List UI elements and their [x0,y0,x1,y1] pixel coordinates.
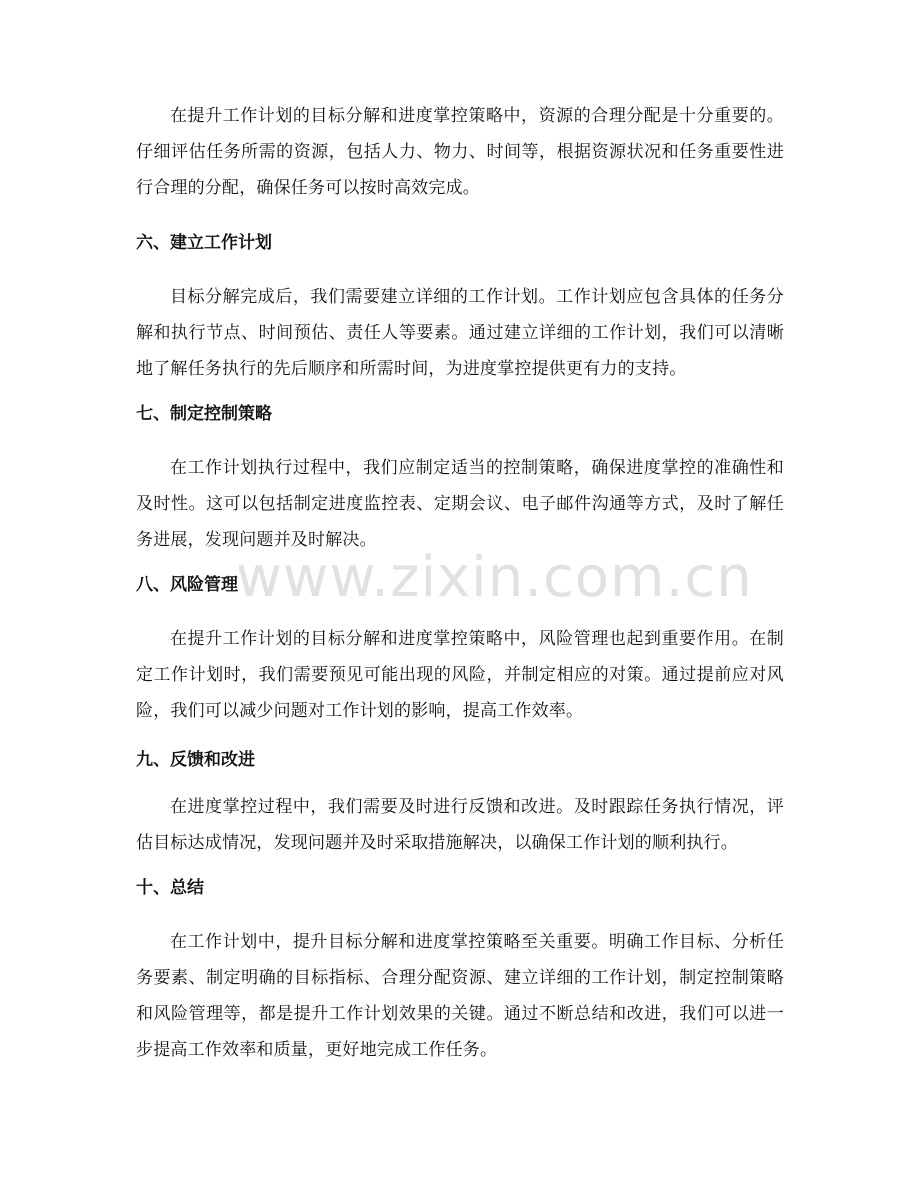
heading-section-10: 十、总结 [136,878,204,898]
heading-section-8: 八、风险管理 [136,575,238,595]
paragraph-work-plan: 目标分解完成后，我们需要建立详细的工作计划。工作计划应包含具体的任务分解和执行节点、时间预估、责任人等要素。通过建立详细的工作计划，我们可以清晰地了解任务执行的先后顺序和所需时间，为进度掌控提供更有力的支持。 [136,287,784,379]
paragraph-summary: 在工作计划中，提升目标分解和进度掌控策略至关重要。明确工作目标、分析任务要素、制定明确的目标指标、合理分配资源、建立详细的工作计划，制定控制策略和风险管理等，都是提升工作计划效果的关键。通过不断总结和改进，我们可以进一步提高工作效率和质量，更好地完成工作任务。 [136,932,784,1060]
heading-section-7: 七、制定控制策略 [136,404,272,424]
paragraph-risk-management: 在提升工作计划的目标分解和进度掌控策略中，风险管理也起到重要作用。在制定工作计划时，我们需要预见可能出现的风险，并制定相应的对策。通过提前应对风险，我们可以减少问题对工作计划的影响，提高工作效率。 [136,629,784,721]
paragraph-feedback: 在进度掌控过程中，我们需要及时进行反馈和改进。及时跟踪任务执行情况，评估目标达成情况，发现问题并及时采取措施解决，以确保工作计划的顺利执行。 [136,797,784,853]
heading-section-9: 九、反馈和改进 [136,750,255,770]
paragraph-resource-allocation: 在提升工作计划的目标分解和进度掌控策略中，资源的合理分配是十分重要的。仔细评估任务所需的资源，包括人力、物力、时间等，根据资源状况和任务重要性进行合理的分配，确保任务可以按时高效完成。 [136,106,784,198]
paragraph-control-strategy: 在工作计划执行过程中，我们应制定适当的控制策略，确保进度掌控的准确性和及时性。这可以包括制定进度监控表、定期会议、电子邮件沟通等方式，及时了解任务进展，发现问题并及时解决。 [136,458,784,550]
heading-section-6: 六、建立工作计划 [136,233,272,253]
watermark: www.zixin.com.cn [236,545,753,610]
